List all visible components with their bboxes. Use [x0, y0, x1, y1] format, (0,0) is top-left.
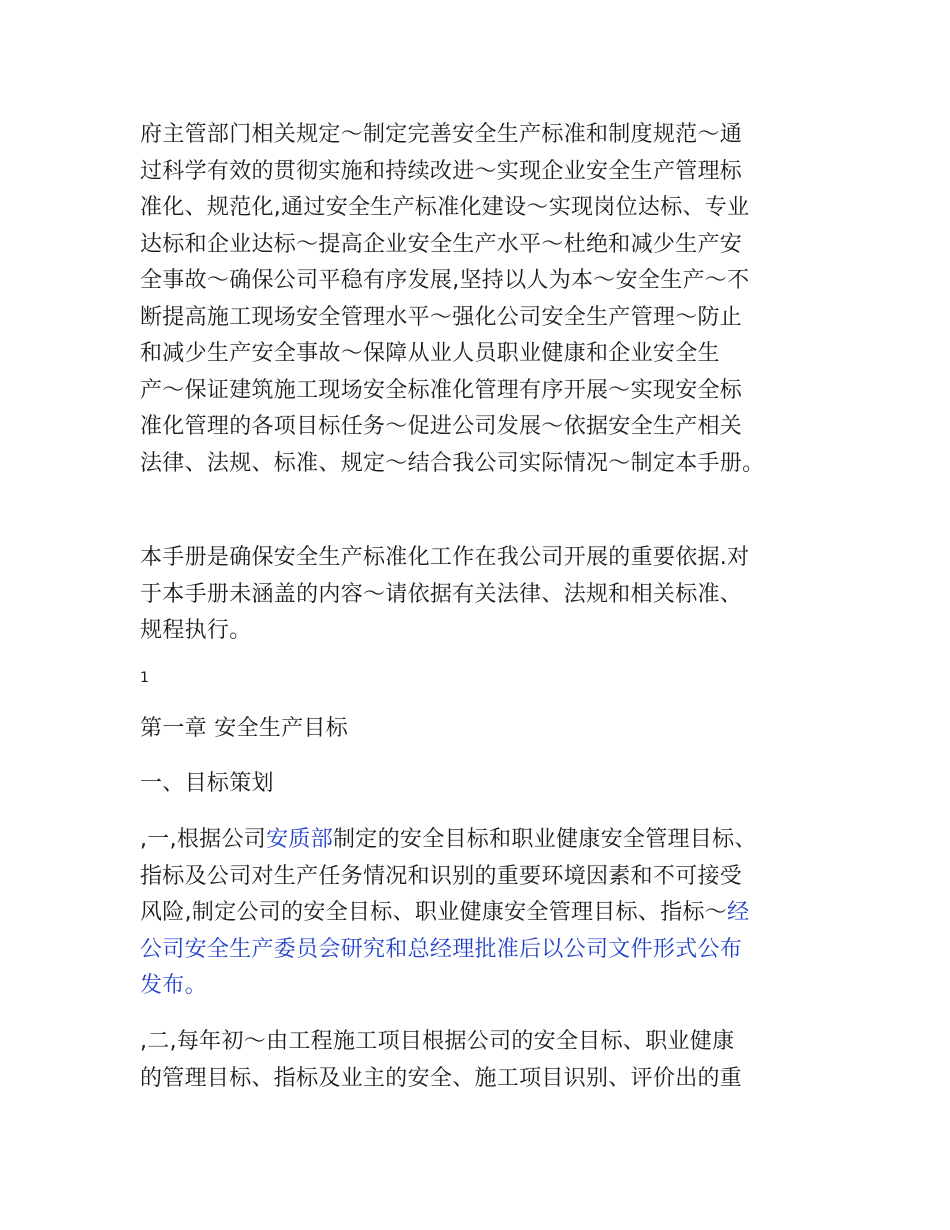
text-line: ,二,每年初～由工程施工项目根据公司的安全目标、职业健康 — [140, 1029, 735, 1054]
text-line: 达标和企业达标～提高企业安全生产水平～杜绝和减少生产安 — [140, 231, 743, 257]
page-number: 1 — [140, 670, 149, 686]
text-line: 的管理目标、指标及业主的安全、施工项目识别、评价出的重 — [140, 1065, 743, 1091]
section-title: 一、目标策划 — [140, 771, 274, 796]
text-segment: ,一,根据公司 — [140, 827, 267, 852]
text-line: 本手册是确保安全生产标准化工作在我公司开展的重要依据.对 — [140, 545, 750, 570]
text-line — [140, 822, 820, 859]
text-line: 断提高施工现场安全管理水平～强化公司安全生产管理～防止 — [140, 304, 743, 330]
text-line: 准化、规范化,通过安全生产标准化建设～实现岗位达标、专业 — [140, 195, 750, 220]
text-line: 和减少生产安全事故～保障从业人员职业健康和企业安全生 — [140, 341, 720, 366]
chapter-title: 第一章 安全生产目标 — [140, 716, 348, 741]
manual-basis-paragraph — [140, 540, 820, 650]
text-line: 产～保证建筑施工现场安全标准化管理有序开展～实现安全标 — [140, 377, 743, 403]
text-line: 规程执行。 — [140, 618, 252, 643]
intro-paragraph — [140, 117, 820, 482]
goal-planning-paragraph-1 — [140, 822, 820, 1005]
text-line — [140, 895, 820, 932]
text-segment: 风险,制定公司的安全目标、职业健康安全管理目标、指标～ — [140, 900, 728, 925]
goal-planning-paragraph-2 — [140, 1024, 820, 1097]
approval-link[interactable]: 发布。 — [140, 973, 207, 998]
text-line: 全事故～确保公司平稳有序发展,坚持以人为本～安全生产～不 — [140, 268, 750, 293]
text-line: 指标及公司对生产任务情况和识别的重要环境因素和不可接受 — [140, 863, 743, 889]
text-line: 于本手册未涵盖的内容～请依据有关法律、法规和相关标准、 — [140, 581, 743, 607]
text-segment: 制定的安全目标和职业健康安全管理目标、 — [333, 827, 757, 852]
text-line: 法律、法规、标准、规定～结合我公司实际情况～制定本手册。 — [140, 450, 765, 476]
text-line: 准化管理的各项目标任务～促进公司发展～依据安全生产相关 — [140, 414, 743, 439]
text-line: 府主管部门相关规定～制定完善安全生产标准和制度规范～通 — [140, 122, 743, 147]
approval-link[interactable]: 公司安全生产委员会研究和总经理批准后以公司文件形式公布 — [140, 936, 743, 962]
approval-link[interactable]: 经 — [727, 900, 750, 925]
anzhi-department-link[interactable]: 安质部 — [266, 827, 333, 852]
text-line: 过科学有效的贯彻实施和持续改进～实现企业安全生产管理标 — [140, 158, 743, 184]
